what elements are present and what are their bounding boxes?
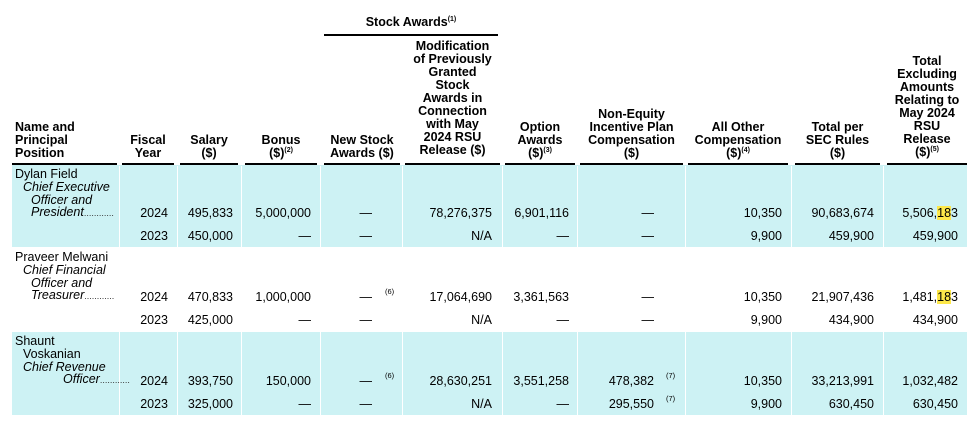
cell-total-sec: 434,900 [828,313,874,327]
total-excluding-value: 1,032,482 [902,374,958,388]
cell-bonus: 5,000,000 [255,206,311,220]
cell-all-other-compensation: 10,350 [743,290,782,304]
cell-non-equity: — [641,206,654,220]
cell-option-awards: 3,361,563 [513,290,569,304]
header-total-sec: Total per SEC Rules ($) [805,120,870,160]
cell-modification: 17,064,690 [429,290,492,304]
executive-name: Shaunt [15,334,55,348]
cell-modification: 28,630,251 [429,374,492,388]
cell-fiscal-year: 2024 [140,290,168,304]
header-modification: Modification of Previously Granted Stock Awards in Connection with May 2024 RSU Release ($) [413,39,492,157]
cell-bonus: — [298,397,311,411]
cell-total-excluding [913,313,958,327]
highlighted-digits: 18 [937,290,952,304]
cell-total-sec: 459,900 [828,229,874,243]
cell-total-excluding [902,374,958,388]
total-excluding-value-tail: 3 [951,290,958,304]
cell-modification: N/A [471,229,492,243]
cell-salary: 470,833 [187,290,233,304]
cell-bonus: 1,000,000 [255,290,311,304]
cell-salary: 325,000 [187,397,233,411]
total-excluding-value: 630,450 [912,397,958,411]
total-excluding-value: 1,481, [902,290,938,304]
cell-total-sec: 33,213,991 [811,374,874,388]
footnote-marker: (7) [666,371,676,380]
cell-fiscal-year: 2023 [140,397,168,411]
cell-total-excluding [902,290,958,304]
header-all-other: All Other Compensation ($)$^{(4)}$ [694,120,782,160]
footnote-marker: (7) [666,394,676,403]
cell-non-equity: 478,382 [608,374,654,388]
executive-name: Dylan Field [15,167,78,181]
cell-bonus: — [298,229,311,243]
executive-name: Praveer Melwani [15,250,109,264]
cell-total-sec: 630,450 [828,397,874,411]
header-non-equity: Non-Equity Incentive Plan Compensation ($) [588,107,675,160]
cell-bonus: 150,000 [265,374,311,388]
cell-new-stock-awards: — [359,313,372,327]
footnote-marker: (6) [385,287,395,296]
cell-modification: 78,276,375 [429,206,492,220]
total-excluding-value-tail: 3 [951,206,958,220]
cell-all-other-compensation: 10,350 [743,374,782,388]
cell-option-awards: 3,551,258 [513,374,569,388]
cell-option-awards: — [556,313,569,327]
cell-new-stock-awards: — [359,206,372,220]
cell-total-excluding [913,229,958,243]
executive-name-title: Shaunt Voskanian Chief Revenue Officer............ [15,334,130,387]
cell-non-equity: — [641,290,654,304]
cell-salary: 393,750 [187,374,233,388]
cell-all-other-compensation: 9,900 [750,229,782,243]
header-new-stock-awards: New Stock Awards ($) [330,133,394,160]
cell-non-equity: — [641,229,654,243]
cell-new-stock-awards: — [359,374,372,388]
cell-new-stock-awards: — [359,229,372,243]
stock-awards-group-rule [324,34,498,36]
cell-non-equity: — [641,313,654,327]
cell-option-awards: — [556,397,569,411]
cell-fiscal-year: 2023 [140,313,168,327]
header-bonus: Bonus ($)$^{(2)}$ [261,133,301,160]
cell-option-awards: — [556,229,569,243]
cell-option-awards: 6,901,116 [514,206,569,220]
cell-salary: 450,000 [187,229,233,243]
header-salary: Salary ($) [190,133,228,160]
cell-bonus: — [298,313,311,327]
cell-fiscal-year: 2024 [140,374,168,388]
header-name-position: Name and Principal Position [15,120,75,160]
footnote-marker: (6) [385,371,395,380]
cell-all-other-compensation: 9,900 [750,313,782,327]
cell-total-sec: 90,683,674 [811,206,874,220]
cell-salary: 495,833 [187,206,233,220]
stock-awards-group-header: Stock Awards$^{(1)}$ [365,15,457,29]
header-fiscal-year: Fiscal Year [130,133,166,160]
cell-new-stock-awards: — [359,397,372,411]
cell-fiscal-year: 2024 [140,206,168,220]
cell-salary: 425,000 [187,313,233,327]
cell-modification: N/A [471,313,492,327]
cell-total-excluding [902,206,958,220]
cell-fiscal-year: 2023 [140,229,168,243]
executive-name-title: Praveer Melwani Chief Financial Officer and Treasurer............ [15,251,120,303]
cell-new-stock-awards: — [359,290,372,304]
total-excluding-value: 459,900 [912,229,958,243]
cell-all-other-compensation: 9,900 [750,397,782,411]
cell-all-other-compensation: 10,350 [743,206,782,220]
header-total-excluding: Total Excluding Amounts Relating to May 2024 RSU Release ($)$^{(5)}$ [894,54,960,159]
cell-non-equity: 295,550 [608,397,654,411]
header-option-awards: Option Awards ($)$^{(3)}$ [517,120,563,160]
cell-total-excluding [913,397,958,411]
cell-total-sec: 21,907,436 [811,290,874,304]
highlighted-digits: 18 [937,206,952,220]
executive-name-title: Dylan Field Chief Executive Officer and President............ [15,168,120,220]
total-excluding-value: 5,506, [902,206,938,220]
cell-modification: N/A [471,397,492,411]
total-excluding-value: 434,900 [912,313,958,327]
